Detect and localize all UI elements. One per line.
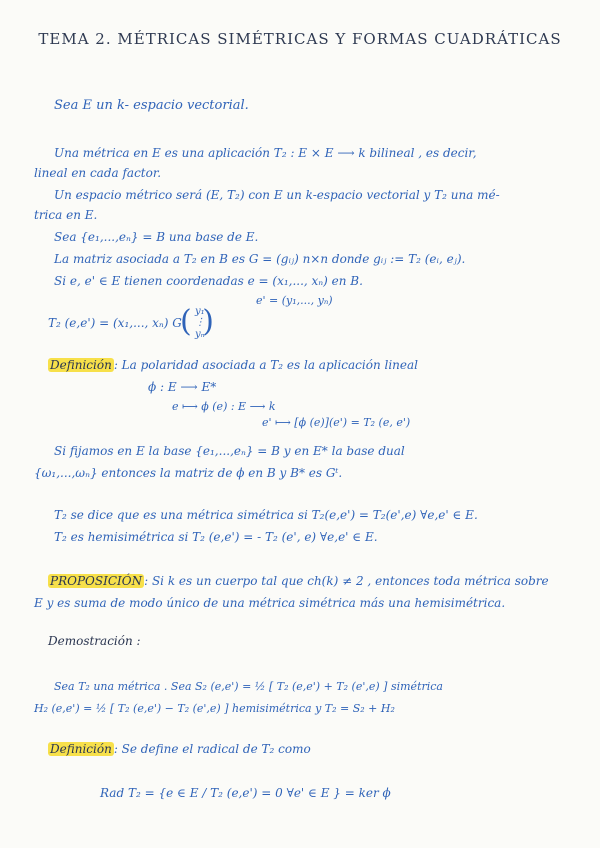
basis-line-4: e' = (y₁,..., yₙ) (256, 294, 333, 307)
proposition-label: PROPOSICIÓN (50, 574, 143, 588)
polarity-map-1: ϕ : E ⟶ E* (148, 380, 217, 394)
definition-1-text: : La polaridad asociada a T₂ es la aplicación lineal (113, 358, 419, 372)
matrix-entry-mid: ⋮ (195, 317, 205, 328)
proof-line-1: Sea T₂ una métrica . Sea S₂ (e,e') = ½ [ T₂ (e,e') + T₂ (e',e) ] simétrica (54, 680, 443, 693)
proposition (48, 574, 549, 588)
proposition-line-2: E y es suma de modo único de una métrica simétrica más una hemisimétrica. (34, 596, 506, 610)
radical-formula: Rad T₂ = {e ∈ E / T₂ (e,e') = 0 ∀e' ∈ E } = ker ϕ (100, 786, 391, 800)
definition-2-text: : Se define el radical de T₂ como (113, 742, 311, 756)
metric-def-line-1: Una métrica en E es una aplicación T₂ : E × E ⟶ k bilineal , es decir, (54, 146, 477, 160)
definition-1-label: Definición (50, 358, 112, 372)
dual-line-2: {ω₁,...,ωₙ} entonces la matriz de ϕ en B y B* es Gᵗ. (34, 466, 343, 480)
dual-line-1: Si fijamos en E la base {e₁,...,eₙ} = B y en E* la base dual (54, 444, 405, 458)
basis-line-2: La matriz asociada a T₂ en B es G = (gᵢⱼ) n×n donde gᵢⱼ := T₂ (eᵢ, eⱼ). (54, 252, 466, 266)
page-title: TEMA 2. MÉTRICAS SIMÉTRICAS Y FORMAS CUADRÁTICAS (38, 30, 562, 48)
proof-line-2: H₂ (e,e') = ½ [ T₂ (e,e') − T₂ (e',e) ] hemisimétrica y T₂ = S₂ + H₂ (34, 702, 395, 715)
hemisymmetric-line: T₂ es hemisimétrica si T₂ (e,e') = - T₂ (e', e) ∀e,e' ∈ E. (54, 530, 378, 544)
column-vector: ( y₁ ⋮ yₙ ) (180, 304, 214, 340)
proof-label: Demostración : (48, 634, 141, 648)
metric-def-line-3: Un espacio métrico será (E, T₂) con E un k-espacio vectorial y T₂ una mé- (54, 188, 500, 202)
basis-line-3: Si e, e' ∈ E tienen coordenadas e = (x₁,..., xₙ) en B. (54, 274, 363, 288)
basis-line-1: Sea {e₁,...,eₙ} = B una base de E. (54, 230, 259, 244)
basis-line-5: T₂ (e,e') = (x₁,..., xₙ) G (48, 316, 182, 330)
definition-2-label: Definición (50, 742, 112, 756)
polarity-map-3: e' ⟼ [ϕ (e)](e') = T₂ (e, e') (262, 416, 411, 429)
symmetric-line: T₂ se dice que es una métrica simétrica si T₂(e,e') = T₂(e',e) ∀e,e' ∈ E. (54, 508, 478, 522)
proposition-text: : Si k es un cuerpo tal que ch(k) ≠ 2 , entonces toda métrica sobre (144, 574, 549, 588)
matrix-entry-top: y₁ (195, 306, 205, 317)
metric-def-line-4: trica en E. (34, 208, 98, 222)
matrix-entry-bottom: yₙ (195, 329, 205, 340)
definition-2 (48, 742, 311, 756)
metric-def-line-2: lineal en cada factor. (34, 166, 162, 180)
polarity-map-2: e ⟼ ϕ (e) : E ⟶ k (172, 400, 276, 413)
definition-1 (48, 358, 418, 372)
intro-line: Sea E un k- espacio vectorial. (54, 98, 249, 113)
